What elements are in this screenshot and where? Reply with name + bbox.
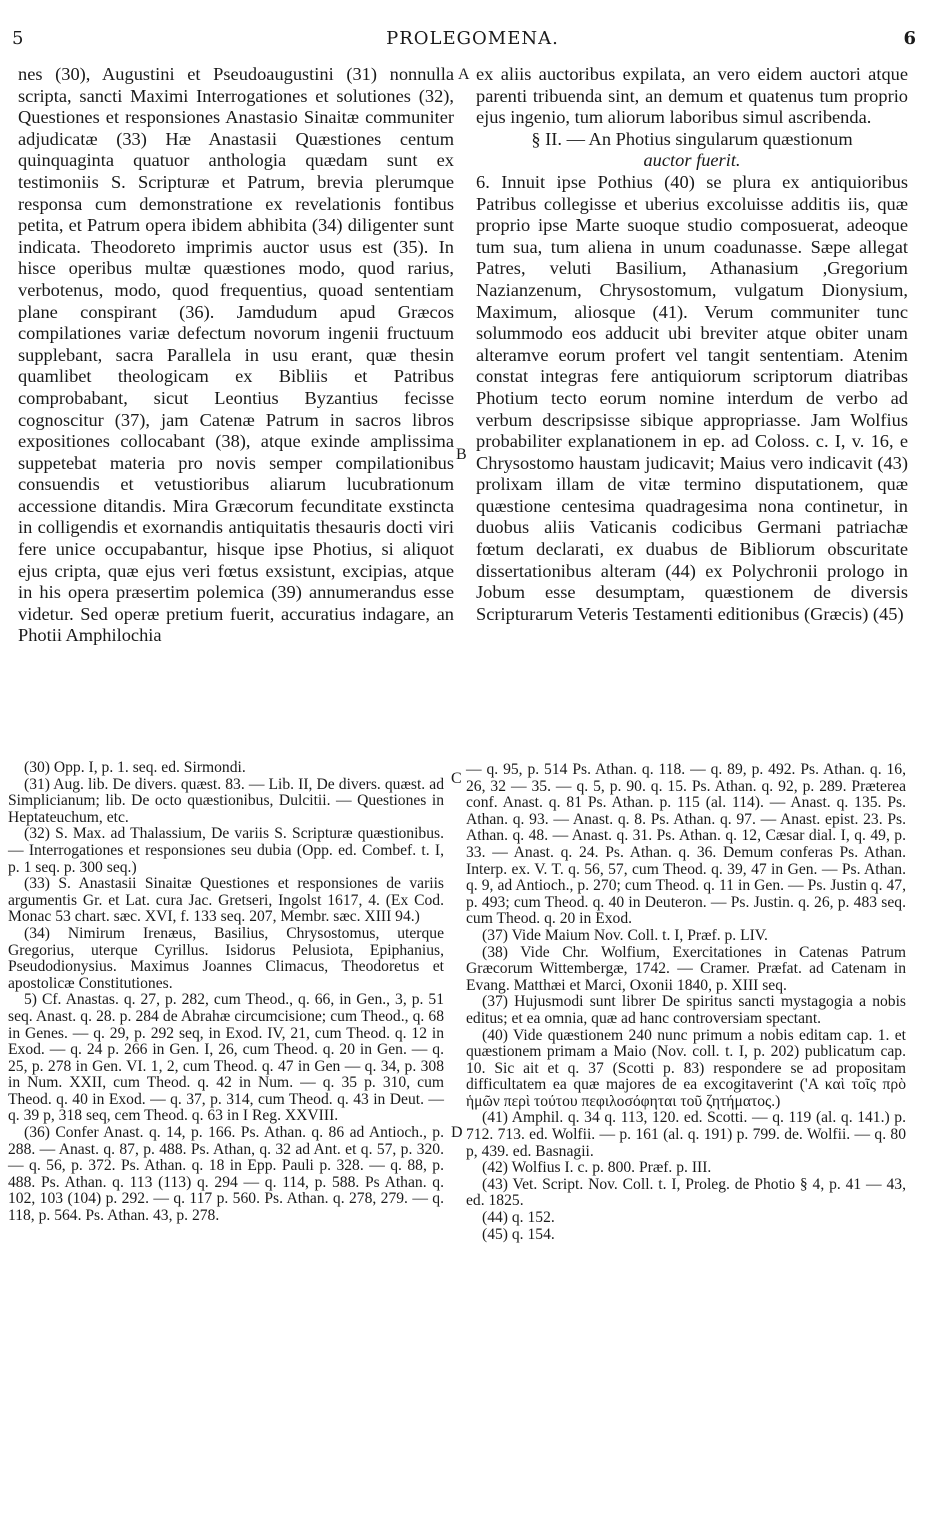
footnote: — q. 95, p. 514 Ps. Athan. q. 118. — q. 89, p. 492. Ps. Athan. q. 16, 26, 32 — 35. — q. 5, p. 90. q. 15. Ps. Athan. q. 92, p. 289. Præterea conf. Anast. q. 81 Ps. Athan. p. 115 (al. 114). — Anast. q. 135. Ps. Athan. q. 93. — Anast. q. 8. Ps. Athan. q. 97. — Anast. epist. 23. Ps. Athan. q. 48. — Anast. q. 31. Ps. Athan. q. 12, Cæsar dial. I, q. 49, p. 33. — Anast. q. 24. Ps. Athan. q. 36. Demum conferas Ps. Athan. Interp. ex. V. T. q. 56, 57, cum Theod. q. 39, 47 in Gen. — Ps. Athan. q. 9, ad Antioch., p. 270; cum Theod. q. 11 in Gen. — Ps. Justin q. 47, p. 493; cum Theod. q. 40 in Deuteron. — Ps. Justin. q. 26, p. 483 seq. cum Theod. q. 20 in Exod. — [466, 761, 906, 928]
section-heading: § II. — An Photius singularum quæstionum — [531, 128, 853, 149]
page-number-left: 5 — [12, 28, 25, 49]
footnote: (32) S. Max. ad Thalassium, De variis S. Scripturæ quæstionibus. — Interrogationes et responsiones seu dubia (Opp. ed. Combef. t. I, p. 1 seq. p. 300 seq.) — [8, 825, 444, 876]
footnote: (44) q. 152. — [482, 1209, 555, 1227]
running-title: PROLEGOMENA. — [386, 28, 559, 49]
margin-marker-a: A — [458, 66, 470, 83]
footnote: (36) Confer Anast. q. 14, p. 166. Ps. Athan. q. 86 ad Antioch., p. 288. — Anast. q. 87, p. 488. Ps. Athan, q. 32 ad Ant. et q. 57, p. 320. — q. 56, p. 372. Ps. Athan. q. 18 in Epp. Pauli p. 328. — q. 88, p. 488. Ps. Athan. q. 113 (113) q. 294 — q. 114, p. 588. Ps Athan. q. 102, 103 (104) p. 292. — q. 117 p. 560. Ps. Athan. q. 278, 279. — q. 118, p. 564. Ps. Athan. 43, p. 278. — [8, 1124, 444, 1225]
right-body-paragraph-2: 6. Innuit ipse Pothius (40) se plura ex antiquioribus Patribus collegisse et uberius excoluisse additis iis, quæ proprio ipse Marte suoque studio composuerat, adeoque tum sua, tum aliena in unum coadunasse. Sæpe allegat Patres, veluti Basilium, Athanasium ,Gregorium Nazianzenum, Chrysostomum, vulgatum Dionysium, Maximum, aliosque (41). Verum communiter tunc solummodo eos adducit ubi breviter atque obiter unam alteramve eorum profert vel tangit sententiam. Atenim constat integras fere antiquiorum scriptorum diatribas Photium tecto eorum nomine interdum de verbo ad verbum descripsisse sibique appropriasse. Jam Wolfius probabiliter explanationem in ep. ad Coloss. c. I, v. 16, e Chrysostomo haustam judicavit; Maius vero indicavit (43) prolixam illam de vitæ termino disputationem, quæ quæstione centesima quadragesima nona continetur, in duobus aliis Vaticanis codicibus Germani patriachæ fœtum declarati, ex duabus de Bibliorum obscuritate dissertationibus alteram (44) ex Polychronii prologo in Jobum esse desumptam, quæstionem de diversis Scripturarum Veteris Testamenti editionibus (Græcis) (45) — [476, 171, 908, 624]
footnote: (43) Vet. Script. Nov. Coll. t. I, Proleg. de Photio § 4, p. 41 — 43, ed. 1825. — [466, 1175, 906, 1210]
section-heading-continued: auctor fuerit. — [643, 150, 741, 171]
footnote: (34) Nimirum Irenæus, Basilius, Chrysostomus, uterque Gregorius, uterque Cyrillus. Isidorus Pelusiota, Epiphanius, Pseudodionysius. Maximus Joannes Climacus, Theodoretus et apostolicæ Constitutiones. — [8, 924, 444, 992]
footnote: (38) Vide Chr. Wolfium, Exercitationes in Catenas Patrum Græcorum Wittembergæ, 1742. — Cramer. Præfat. ad Catenam in Evang. Matthæi et Marci, Oxonii 1840, p. XIII seq. — [466, 943, 906, 994]
footnote: (37) Hujusmodi sunt librer De spiritus sancti mystagogia a nobis editus; et ea omnia, quæ ad hanc controversiam spectant. — [466, 993, 906, 1027]
margin-marker-d: D — [451, 1124, 463, 1141]
footnote: (30) Opp. I, p. 1. seq. ed. Sirmondi. — [24, 759, 246, 776]
right-body-paragraph-1: ex aliis auctoribus expilata, an vero eidem auctori atque parenti tribuenda sint, an demum et quatenus tum proprio ejus ingenio, tum aliorum laboribus simul ascribenda. — [476, 64, 908, 128]
right-column-body — [476, 64, 908, 625]
margin-marker-c: C — [451, 770, 462, 787]
footnote: (40) Vide quæstionem 240 nunc primum a nobis editam cap. 1. et quæstionem primam a Maio (Nov. coll. t. I, p. 202) publicatum cap. 10. Sic ait et q. 37 (Scotti p. 83) respondere se ad propositam difficultatem ea quæ majores de ea excogitaverint ('Α καὶ τοῖς πρὸ ἡμῶν περὶ τούτου πεφιλοσόφηται τοῦ ζητήματος.) — [466, 1026, 906, 1110]
right-footnotes — [466, 762, 906, 1243]
page-number-right: 6 — [903, 28, 917, 49]
footnote: (42) Wolfius I. c. p. 800. Præf. p. III. — [482, 1159, 712, 1177]
footnote: (41) Amphil. q. 34 q. 113, 120. ed. Scotti. — q. 119 (al. q. 141.) p. 712. 713. ed. Wolfii. — p. 161 (al. q. 191) p. 799. de. Wolfii. — q. 80 p, 439. ed. Basnagii. — [466, 1109, 906, 1160]
left-body-paragraph: nes (30), Augustini et Pseudoaugustini (31) nonnulla scripta, sancti Maximi Interrogationes et solutiones (32), Questiones et responsiones Anastasio Sinaitæ communiter adjudicatæ (33) Hæ Anastasii Quæstiones centum quinquaginta quatuor anthologia quædam sunt ex testimoniis S. Scripturæ et Patrum, brevia plerumque responsa cum demonstratione ex revelationis fontibus petita, et Patrum opera ibidem abhibita (34) diligenter sunt indicata. Theodoreto imprimis auctor usus est (35). In hisce operibus multæ quæstiones modo, quod rarius, verbotenus, modo, quod frequentius, quoad sententiam plane conspirant (36). Jamdudum apud Græcos compilationes variæ defectum novorum ingenii fructuum supplebant, sacra Parallela in usu erant, quæ thesin quamlibet theologicam ex Bibliis et Patribus comprobabant, sicut Leontius Byzantius fecisse cognoscitur (37), jam Catenæ Patrum in sacros libros expositiones collocabant (38), atque exinde amplissima suppetebat materia pro novis semper compilationibus consuendis et vetustioribus aliarum lucubrationum accessione ditandis. Mira Græcorum fecunditate exstincta in colligendis et exornandis antiquitatis thesauris docti viri fere unice occupabantur, hisque ipse Photius, si aliquot ejus cripta, quæ ejus veri fœtus exsistunt, excipias, atque in his opera præsertim polemica (39) annumerandus esse videtur. Sed operæ pretium fuerit, accuratius indagare, an Photii Amphilochia — [18, 64, 454, 646]
footnote: 5) Cf. Anastas. q. 27, p. 282, cum Theod., q. 66, in Gen., 3, p. 51 seq. Anast. q. 28. p. 284 de Abrahæ circumcisione; cum Theod., q. 68 in Genes. — q. 29, p. 292 seq, in Exod. IV, 21, cum Theod. q. 12 in Exod. — q. 24 p. 266 in Gen. I, 26, cum Theod. q. 20 in Gen. — q. 25, p. 278 in Gen. VI. 1, 2, cum Theod. q. 47 in Gen — q. 34, p. 308 in Num. XXII, cum Theod. q. 42 in Num. — q. 35 p. 310, cum Theod. q. 40 in Exod. — q. 37, p. 314, cum Theod. q. 43 in Deut. — q. 39 p, 318 seq, cem Theod. q. 63 in I Reg. XXVIII. — [8, 991, 444, 1125]
left-footnotes — [8, 760, 444, 1225]
footnote: (45) q. 154. — [482, 1225, 555, 1243]
footnote: (31) Aug. lib. De divers. quæst. 83. — Lib. II, De divers. quæst. ad Simplicianum; lib. De octo quæstionibus, Dulcitii. — Questiones in Heptateuchum, etc. — [8, 775, 444, 826]
footnote: (37) Vide Maium Nov. Coll. t. I, Præf. p. LIV. — [482, 926, 768, 944]
footnote: (33) S. Anastasii Sinaitæ Questiones et responsiones de variis argumentis Gr. et Lat. cura Jac. Gretseri, Ingolst 1617, 4. (Ex Cod. Monac 53 chart. sæc. XVI, f. 133 seq. 207, Membr. sæc. XIII 94.) — [8, 875, 444, 926]
left-column-body — [18, 64, 454, 647]
margin-marker-b: B — [456, 446, 467, 463]
